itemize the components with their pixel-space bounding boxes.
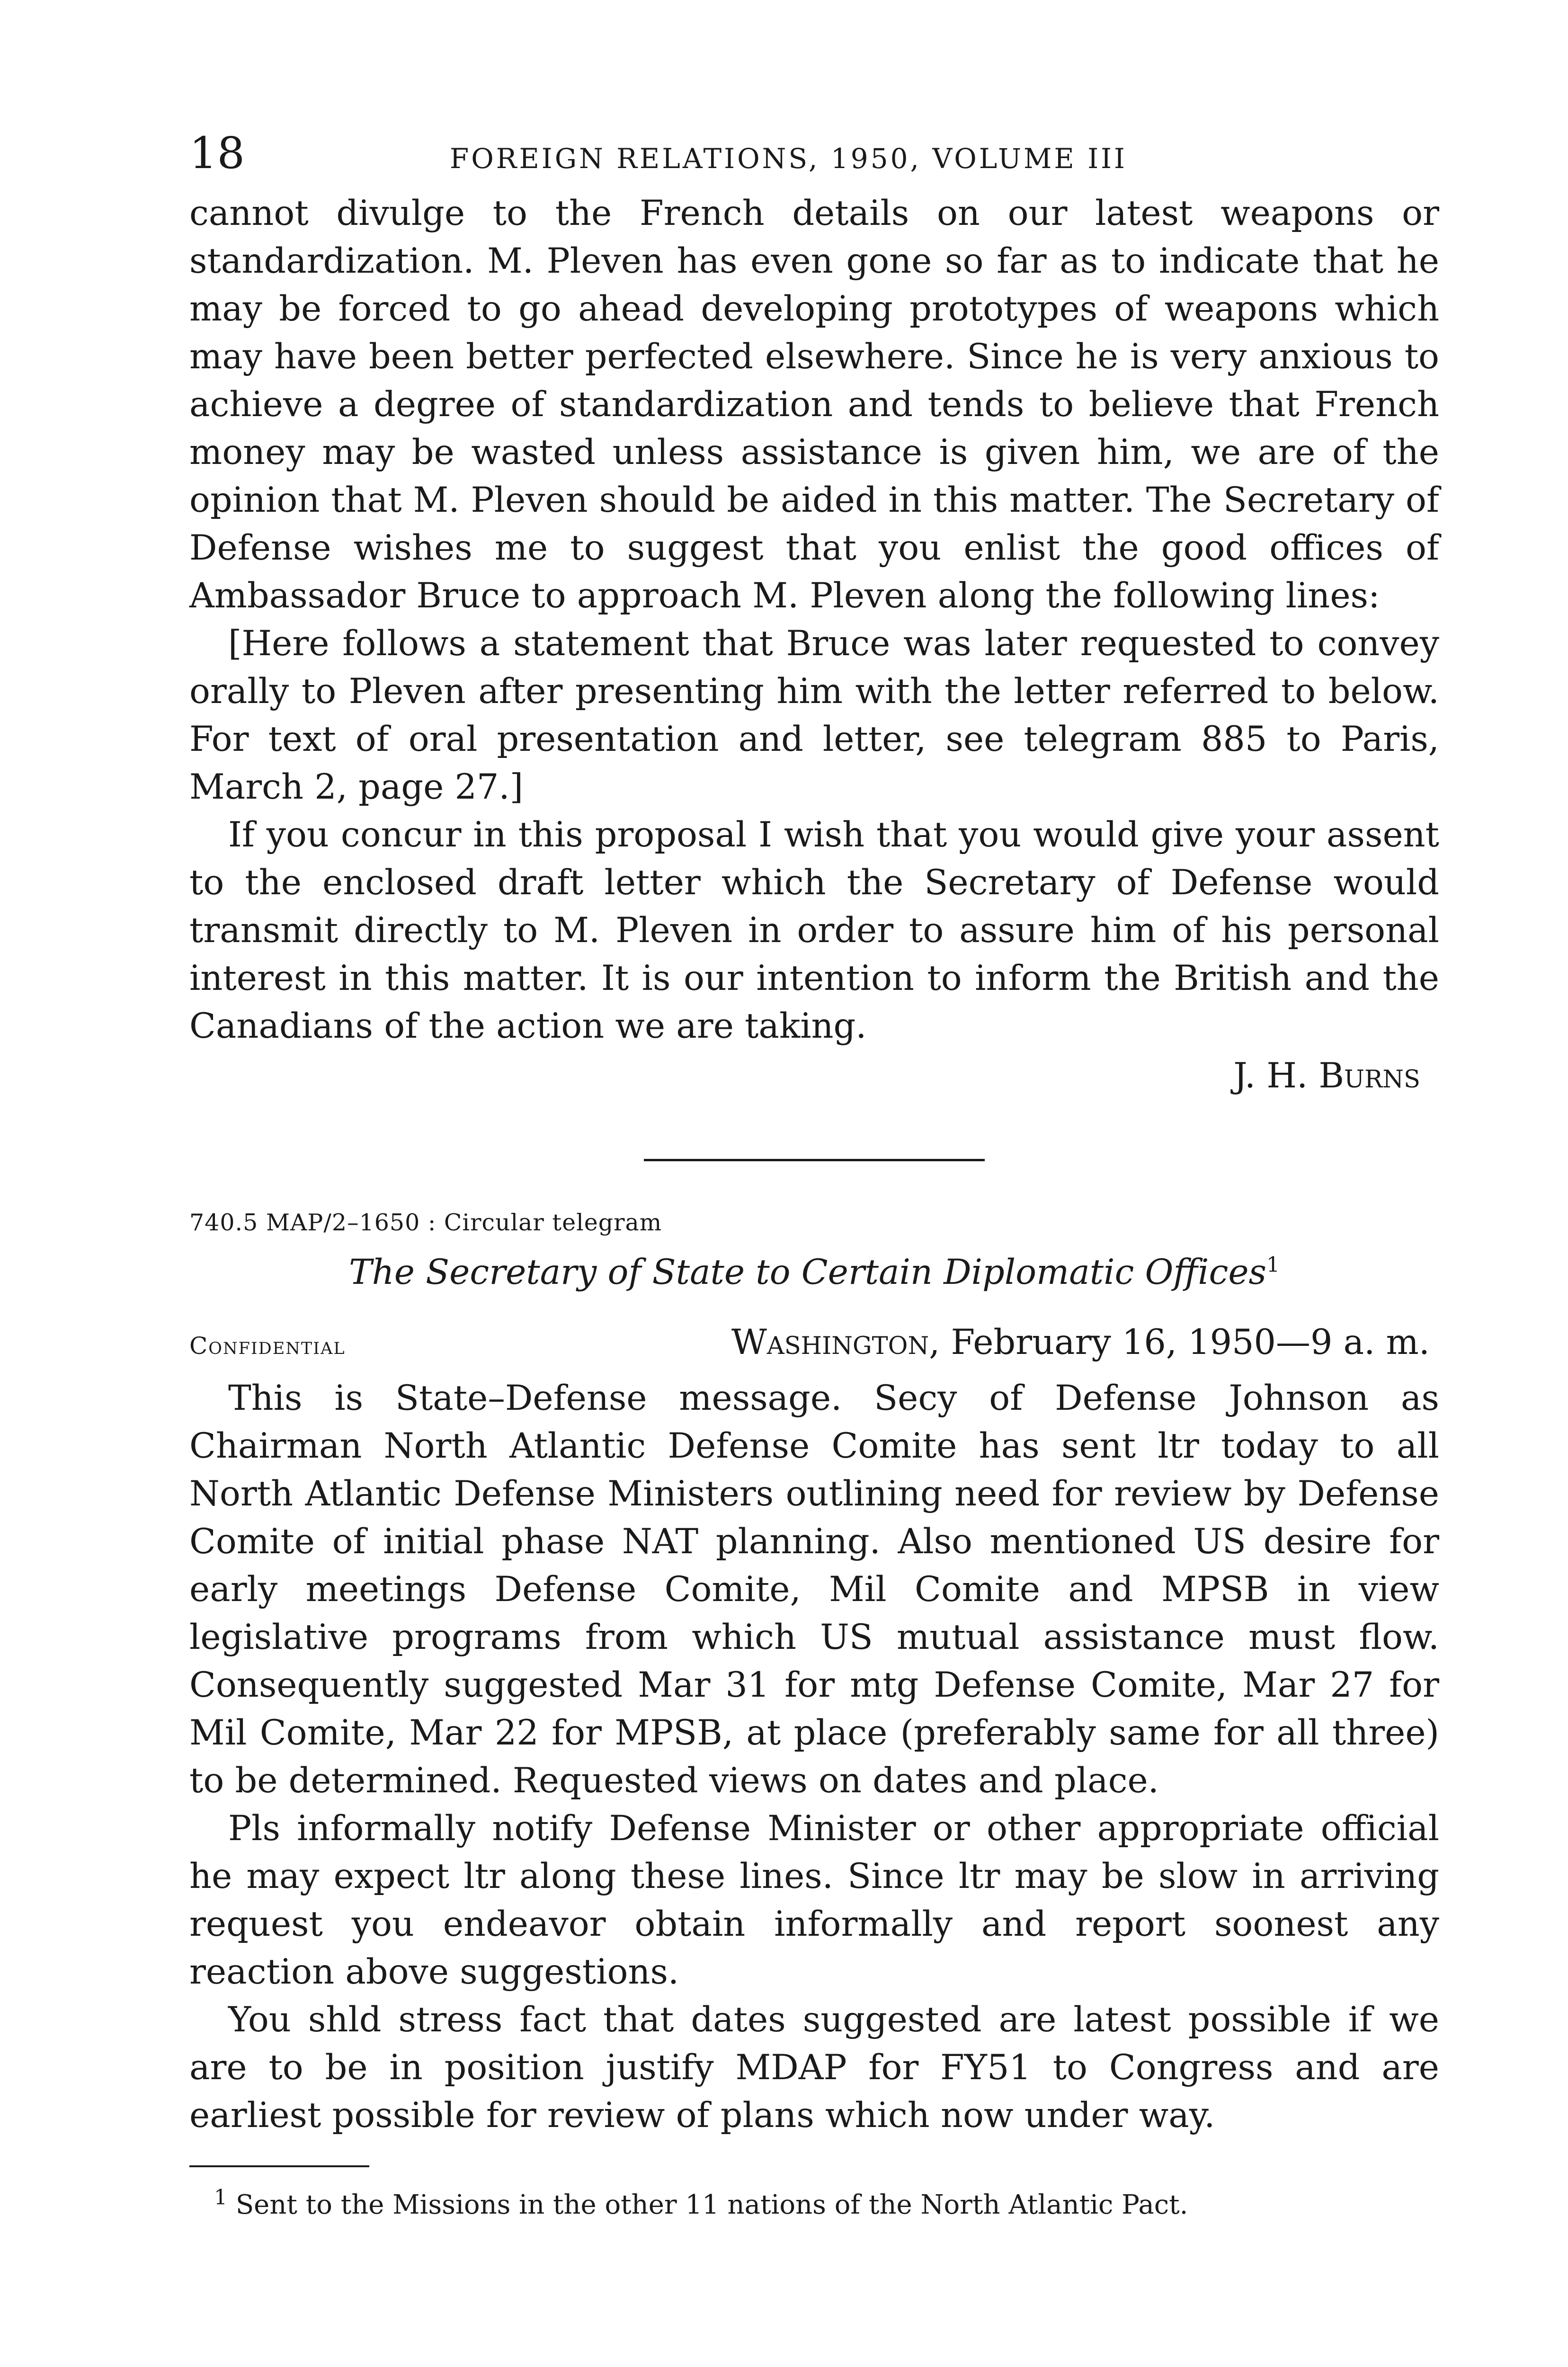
telegram-body	[189, 1374, 1439, 2139]
page-number: 18	[189, 128, 245, 178]
dateline-place: Washington,	[731, 1322, 940, 1362]
dateline	[189, 1322, 1439, 1370]
footnote-reference: 1	[1266, 1253, 1280, 1277]
telegram-paragraph: You shld stress fact that dates suggested are latest possible if we are to be in position justify MDAP for FY51 to Congress and are earliest possible for review of plans which now under way.	[189, 2000, 1439, 2136]
footnote	[189, 2186, 1439, 2224]
telegram-paragraph: This is State–Defense message. Secy of Defense Johnson as Chairman North Atlantic Defense Comite has sent ltr today to all North Atlantic Defense Ministers outlining need for review by Defense Comite of initial phase NAT planning. Also mentioned US desire for early meetings Defense Comite, Mil Comite and MPSB in view legislative programs from which US mutual assistance must flow. Consequently suggested Mar 31 for mtg Defense Comite, Mar 27 for Mil Comite, Mar 22 for MPSB, at place (preferably same for all three) to be determined. Requested views on dates and place.	[189, 1378, 1439, 1801]
letter-paragraph: cannot divulge to the French details on our latest weapons or standardization. M. Pleven has even gone so far as to indicate that he may be forced to go ahead developing prototypes of weapons which may have been better perfected elsewhere. Since he is very anxious to achieve a degree of standardization and tends to believe that French money may be wasted unless assistance is given him, we are of the opinion that M. Pleven should be aided in this matter. The Secretary of Defense wishes me to suggest that you enlist the good offices of Ambassador Bruce to approach M. Pleven along the following lines:	[189, 193, 1439, 616]
editorial-note: [Here follows a statement that Bruce was later requested to convey orally to Pleven after presenting him with the letter referred to below. For text of oral presentation and letter, see telegram 885 to Paris, March 2, page 27.]	[189, 623, 1439, 807]
running-title: FOREIGN RELATIONS, 1950, VOLUME III	[450, 142, 1127, 175]
file-number: 740.5 MAP/2–1650 : Circular telegram	[189, 1209, 662, 1236]
date-line	[731, 1322, 1439, 1362]
document-title	[189, 1249, 1439, 1296]
document-title-text: The Secretary of State to Certain Diplomatic Offices	[348, 1252, 1267, 1292]
telegram-paragraph: Pls informally notify Defense Minister or other appropriate official he may expect ltr along these lines. Since ltr may be slow in arriving request you endeavor obtain informally and report soonest any reaction above suggestions.	[189, 1808, 1439, 1992]
dateline-date: February 16, 1950—9 a. m.	[951, 1322, 1430, 1362]
signature-block	[189, 1050, 1439, 1102]
letter-body	[189, 189, 1439, 1050]
footnote-divider	[189, 2165, 369, 2167]
section-divider	[644, 1159, 985, 1161]
classification-marking: Confidential	[189, 1332, 346, 1360]
letter-paragraph: If you concur in this proposal I wish that you would give your assent to the enclosed draft letter which the Secretary of Defense would transmit directly to M. Pleven in order to assure him of his personal interest in this matter. It is our intention to inform the British and the Canadians of the action we are taking.	[189, 815, 1439, 1046]
document-page	[189, 128, 1439, 2224]
footnote-mark: 1	[214, 2185, 227, 2210]
signature-name: J. H. Burns	[1233, 1056, 1420, 1096]
footnote-text: Sent to the Missions in the other 11 nations of the North Atlantic Pact.	[235, 2189, 1188, 2220]
running-header	[189, 128, 1439, 185]
